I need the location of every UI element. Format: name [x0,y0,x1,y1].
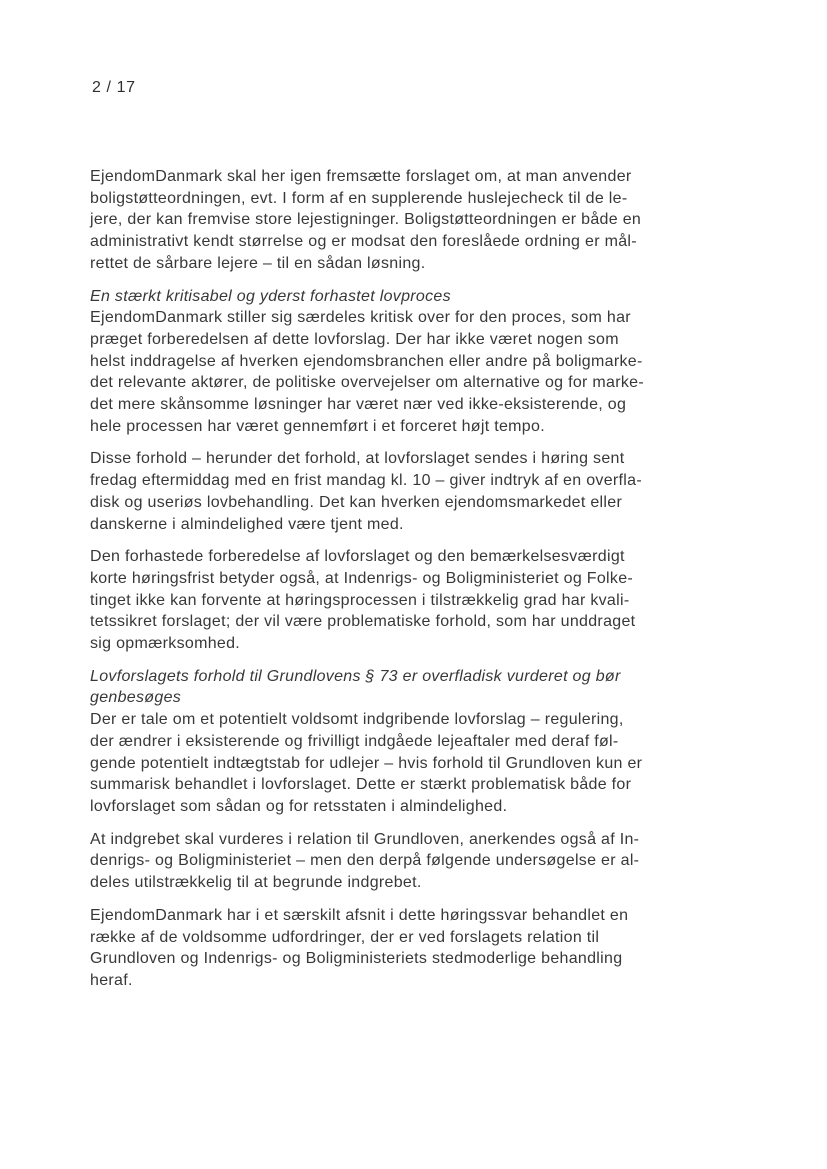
text-line: Der er tale om et potentielt voldsomt indgribende lovforslag – regulering, [90,711,624,729]
text-line: hele processen har været gennemført i et forceret højt tempo. [90,417,545,435]
text-line: det mere skånsomme løsninger har været nær ved ikke-eksisterende, og [90,396,627,414]
text-line: genbesøges [90,689,182,707]
text-line: EjendomDanmark skal her igen fremsætte forslaget om, at man anvender [90,168,632,185]
text-line: tetssikret forslaget; der vil være problematiske forhold, som har unddraget [90,613,636,631]
page-number: 2 / 17 [92,79,136,96]
text-line: der ændrer i eksisterende og frivilligt indgåede lejeaftaler med deraf føl- [90,732,619,750]
text-line: boligstøtteordningen, evt. I form af en supplerende huslejecheck til de le- [90,189,628,207]
text-line: EjendomDanmark har i et særskilt afsnit i dette høringssvar behandlet en [90,906,629,924]
text-line: det relevante aktører, de politiske overvejelser om alternative og for marke- [90,374,645,392]
paragraph [90,448,770,535]
text-line: Lovforslagets forhold til Grundlovens § 73 er overfladisk vurderet og bør [90,667,621,685]
paragraph [90,546,770,655]
text-line: deles utilstrækkelig til at begrunde indgrebet. [90,874,422,892]
text-line: fredag eftermiddag med en frist mandag kl. 10 – giver indtryk af en overfla- [90,472,642,490]
text-line: At indgrebet skal vurderes i relation til Grundloven, anerkendes også af In- [90,830,640,848]
text-line: række af de voldsomme udfordringer, der er ved forslagets relation til [90,928,600,946]
text-line: danskerne i almindelighed være tjent med. [90,515,404,533]
text-line: jere, der kan fremvise store lejestigninger. Boligstøtteordningen er både en [90,211,642,229]
text-line: summarisk behandlet i lovforslaget. Dette er stærkt problematisk både for [90,776,632,794]
text-line: rettet de sårbare lejere – til en sådan løsning. [90,254,426,272]
text-line: lovforslaget som sådan og for retsstaten i almindelighed. [90,797,508,815]
text-line: Grundloven og Indenrigs- og Boligministeriets stedmoderlige behandling [90,950,623,968]
paragraph [90,829,770,894]
text-line: tinget ikke kan forvente at høringsprocessen i tilstrækkelig grad har kvali- [90,591,630,609]
text-line: præget forberedelsen af dette lovforslag. Der har ikke været nogen som [90,330,619,348]
paragraph [90,905,770,992]
document-body [90,166,770,1003]
section-heading [90,286,770,308]
text-line: disk og useriøs lovbehandling. Det kan hverken ejendomsmarkedet eller [90,493,623,511]
text-line: Den forhastede forberedelse af lovforslaget og den bemærkelsesværdigt [90,548,625,566]
text-line: administrativt kendt størrelse og er modsat den foreslåede ordning er mål- [90,233,637,251]
text-line: Disse forhold – herunder det forhold, at lovforslaget sendes i høring sent [90,450,625,468]
text-line: gende potentielt indtægtstab for udlejer – hvis forhold til Grundloven kun er [90,754,643,772]
text-line: heraf. [90,971,133,989]
paragraph [90,166,770,275]
text-line: helst inddragelse af hverken ejendomsbranchen eller andre på boligmarke- [90,352,643,370]
paragraph [90,307,770,437]
text-line: denrigs- og Boligministeriet – men den derpå følgende undersøgelse er al- [90,852,640,870]
text-line: sig opmærksomhed. [90,635,241,653]
text-line: korte høringsfrist betyder også, at Indenrigs- og Boligministeriet og Folke- [90,569,634,587]
paragraph [90,709,770,818]
text-line: En stærkt kritisabel og yderst forhastet lovproces [90,287,451,305]
text-line: EjendomDanmark stiller sig særdeles kritisk over for den proces, som har [90,309,631,327]
section-heading [90,666,770,709]
